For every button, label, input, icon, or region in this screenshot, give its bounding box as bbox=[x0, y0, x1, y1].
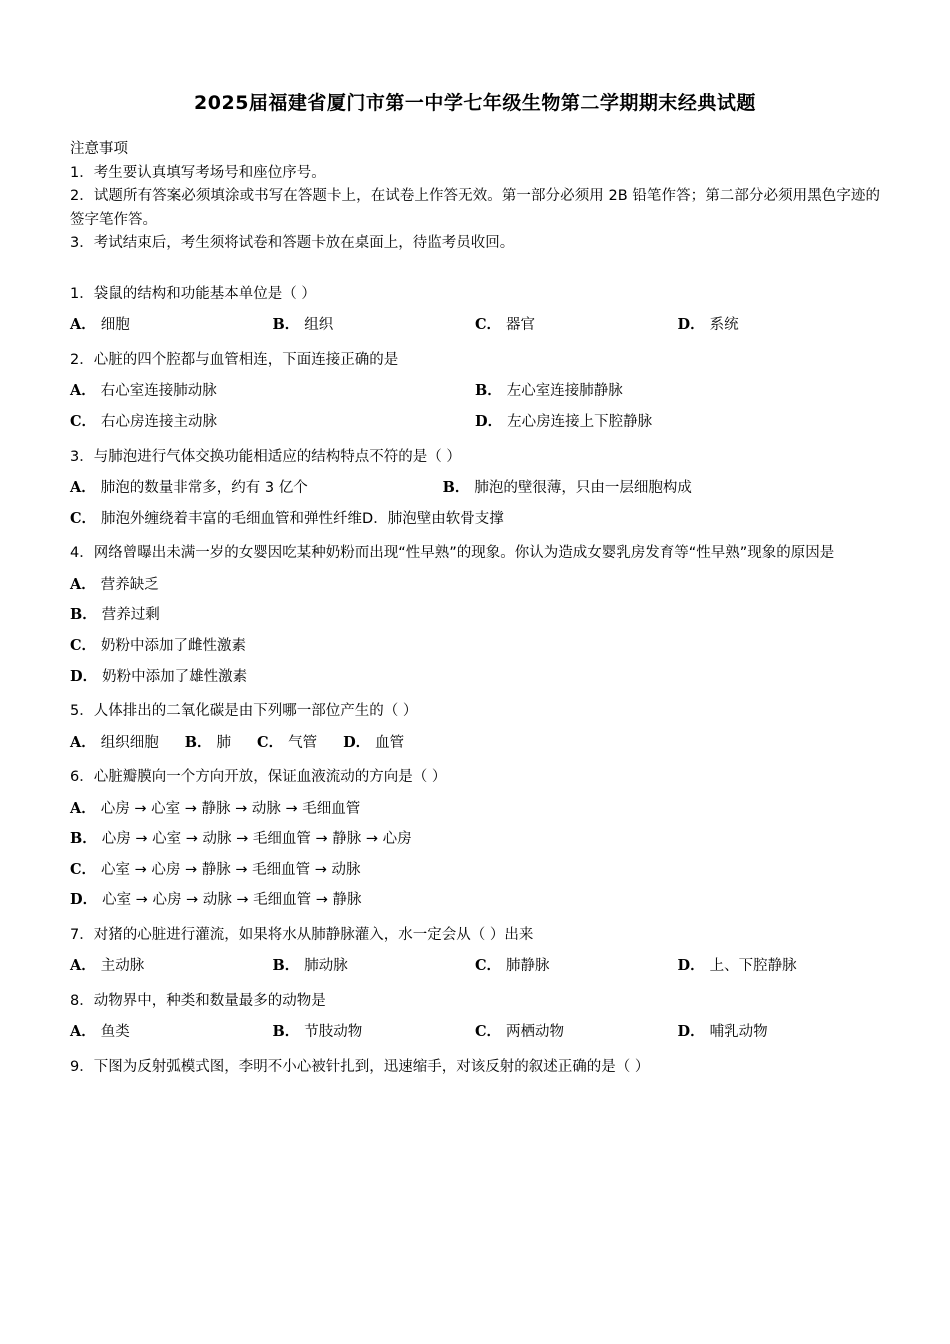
option-d-text: 上、下腔静脉 bbox=[709, 958, 797, 975]
option-c-label: C． bbox=[70, 860, 97, 878]
question-item bbox=[70, 282, 880, 338]
option-d-label: D． bbox=[343, 733, 371, 751]
question-item bbox=[70, 923, 880, 979]
question-stem: 6．心脏瓣膜向一个方向开放，保证血液流动的方向是（ ） bbox=[70, 769, 447, 786]
option-c[interactable] bbox=[70, 410, 475, 435]
option-a-text: 心房 → 心室 → 静脉 → 动脉 → 毛细血管 bbox=[100, 800, 361, 817]
option-d-text: 左心房连接上下腔静脉 bbox=[507, 413, 653, 430]
option-c[interactable] bbox=[70, 858, 880, 883]
option-c-label: C． bbox=[70, 509, 97, 527]
option-row bbox=[70, 888, 880, 913]
option-b-label: B． bbox=[272, 957, 300, 975]
option-b-text: 组织 bbox=[304, 317, 334, 334]
notice-heading: 注意事项 bbox=[70, 141, 128, 157]
question-stem: 3．与肺泡进行气体交换功能相适应的结构特点不符的是（ ） bbox=[70, 448, 461, 465]
option-a[interactable] bbox=[70, 313, 273, 338]
option-b-text: 肺泡的壁很薄，只由一层细胞构成 bbox=[474, 479, 692, 496]
option-d-label: D． bbox=[677, 1023, 705, 1041]
option-c-text: 器官 bbox=[506, 317, 536, 334]
question-item bbox=[70, 445, 880, 532]
option-b[interactable] bbox=[185, 731, 257, 756]
option-c-label: C． bbox=[257, 733, 284, 751]
question-item bbox=[70, 699, 880, 755]
option-a[interactable] bbox=[70, 954, 273, 979]
option-a-text: 肺泡的数量非常多，约有 3 亿个 bbox=[100, 479, 308, 496]
option-d[interactable] bbox=[343, 731, 430, 756]
option-a-text: 组织细胞 bbox=[100, 734, 159, 751]
option-b-text: 肺 bbox=[216, 734, 232, 751]
option-a-label: A． bbox=[70, 799, 96, 817]
question-stem: 4．网络曾曝出未满一岁的女婴因吃某种奶粉而出现“性早熟”的现象。你认为造成女婴乳房发育等“性早熟”现象的原因是 bbox=[70, 545, 835, 562]
option-row bbox=[70, 410, 880, 435]
option-a-label: A． bbox=[70, 733, 96, 751]
option-d-text: 哺乳动物 bbox=[709, 1024, 768, 1041]
option-row bbox=[70, 313, 880, 338]
option-b[interactable] bbox=[273, 1020, 476, 1045]
option-c-label: C． bbox=[475, 957, 502, 975]
option-c[interactable] bbox=[70, 507, 880, 532]
option-a[interactable] bbox=[70, 573, 880, 598]
option-d-label: D． bbox=[70, 891, 98, 909]
notice-line-3: 3．考试结束后，考生须将试卷和答题卡放在桌面上，待监考员收回。 bbox=[70, 235, 515, 252]
option-b-label: B． bbox=[184, 733, 212, 751]
question-stem: 7．对猪的心脏进行灌流，如果将水从肺静脉灌入，水一定会从（ ）出来 bbox=[70, 927, 534, 944]
option-d-label: D． bbox=[677, 957, 705, 975]
question-item bbox=[70, 765, 880, 913]
option-a[interactable] bbox=[70, 797, 880, 822]
option-c-text: 奶粉中添加了雌性激素 bbox=[101, 637, 247, 654]
option-a[interactable] bbox=[70, 379, 475, 404]
option-a-text: 主动脉 bbox=[100, 958, 145, 975]
option-row bbox=[70, 1020, 880, 1045]
option-b-text: 营养过剩 bbox=[101, 607, 160, 624]
option-c-label: C． bbox=[70, 636, 97, 654]
option-b-label: B． bbox=[272, 1023, 300, 1041]
question-item bbox=[70, 541, 880, 689]
option-a-text: 右心室连接肺动脉 bbox=[100, 383, 217, 400]
option-b-label: B． bbox=[70, 830, 97, 848]
option-b[interactable] bbox=[70, 827, 880, 852]
option-row bbox=[70, 827, 880, 852]
option-a-label: A． bbox=[70, 478, 96, 496]
option-c-text: 气管 bbox=[288, 734, 318, 751]
option-d-text: 奶粉中添加了雄性激素 bbox=[102, 668, 248, 685]
notice-section bbox=[70, 137, 880, 256]
option-b-label: B． bbox=[442, 478, 470, 496]
option-a[interactable] bbox=[70, 476, 443, 501]
option-d[interactable] bbox=[678, 1020, 881, 1045]
question-stem: 1．袋鼠的结构和功能基本单位是（ ） bbox=[70, 285, 316, 302]
option-b-text: 心房 → 心室 → 动脉 → 毛细血管 → 静脉 → 心房 bbox=[101, 831, 412, 848]
option-c-text: 右心房连接主动脉 bbox=[101, 413, 218, 430]
option-row bbox=[70, 858, 880, 883]
option-row bbox=[70, 731, 880, 756]
option-row bbox=[70, 507, 880, 532]
option-row bbox=[70, 476, 880, 501]
option-c[interactable] bbox=[475, 954, 678, 979]
option-d-label: D． bbox=[677, 316, 705, 334]
option-b-text: 肺动脉 bbox=[304, 958, 348, 975]
option-row bbox=[70, 797, 880, 822]
option-c-text: 肺泡外缠绕着丰富的毛细血管和弹性纤维D．肺泡壁由软骨支撑 bbox=[101, 510, 504, 527]
notice-line-2: 2．试题所有答案必须填涂或书写在答题卡上，在试卷上作答无效。第一部分必须用 2B 铅笔作答；第二部分必须用黑色字迹的签字笔作答。 bbox=[70, 188, 880, 228]
question-item bbox=[70, 1055, 880, 1079]
option-d-text: 心室 → 心房 → 动脉 → 毛细血管 → 静脉 bbox=[102, 892, 362, 909]
option-row bbox=[70, 665, 880, 690]
option-d[interactable] bbox=[475, 410, 880, 435]
option-b-label: B． bbox=[272, 316, 300, 334]
option-d[interactable] bbox=[70, 888, 880, 913]
option-b-text: 左心室连接肺静脉 bbox=[506, 383, 623, 400]
option-c-text: 两栖动物 bbox=[506, 1024, 565, 1041]
option-d[interactable] bbox=[678, 954, 881, 979]
question-stem: 5．人体排出的二氧化碳是由下列哪一部位产生的（ ） bbox=[70, 703, 418, 720]
option-b[interactable] bbox=[70, 603, 880, 628]
question-item bbox=[70, 989, 880, 1045]
option-c-text: 肺静脉 bbox=[506, 958, 550, 975]
option-d-text: 系统 bbox=[709, 317, 739, 334]
option-row bbox=[70, 603, 880, 628]
option-b[interactable] bbox=[475, 379, 880, 404]
option-row bbox=[70, 634, 880, 659]
page-title: 2025届福建省厦门市第一中学七年级生物第二学期期末经典试题 bbox=[194, 92, 756, 114]
option-a-label: A． bbox=[70, 382, 96, 400]
option-b[interactable] bbox=[273, 954, 476, 979]
option-d-text: 血管 bbox=[375, 734, 405, 751]
option-a-label: A． bbox=[70, 957, 96, 975]
notice-line-1: 1．考生要认真填写考场号和座位序号。 bbox=[70, 165, 326, 181]
option-b[interactable] bbox=[273, 313, 476, 338]
option-d[interactable] bbox=[678, 313, 881, 338]
option-a-label: A． bbox=[70, 316, 96, 334]
option-b-text: 节肢动物 bbox=[304, 1024, 363, 1041]
option-a-text: 鱼类 bbox=[100, 1024, 130, 1041]
option-a[interactable] bbox=[70, 731, 185, 756]
option-b-label: B． bbox=[475, 382, 502, 400]
option-c-label: C． bbox=[475, 316, 502, 334]
option-a[interactable] bbox=[70, 1020, 273, 1045]
option-b-label: B． bbox=[70, 606, 97, 624]
option-a-text: 细胞 bbox=[100, 317, 130, 334]
option-a-text: 营养缺乏 bbox=[100, 576, 159, 593]
option-c-label: C． bbox=[475, 1023, 502, 1041]
option-row bbox=[70, 954, 880, 979]
option-d[interactable] bbox=[70, 665, 880, 690]
option-d-label: D． bbox=[70, 667, 98, 685]
option-d-label: D． bbox=[475, 412, 503, 430]
option-row bbox=[70, 379, 880, 404]
question-item bbox=[70, 348, 880, 435]
option-b[interactable] bbox=[443, 476, 880, 501]
question-stem: 9．下图为反射弧模式图，李明不小心被针扎到，迅速缩手，对该反射的叙述正确的是（ ） bbox=[70, 1059, 650, 1076]
option-c-label: C． bbox=[70, 412, 97, 430]
question-stem: 8．动物界中，种类和数量最多的动物是 bbox=[70, 993, 326, 1010]
option-c[interactable] bbox=[475, 313, 678, 338]
option-a-label: A． bbox=[70, 575, 96, 593]
option-c-text: 心室 → 心房 → 静脉 → 毛细血管 → 动脉 bbox=[101, 861, 361, 878]
option-a-label: A． bbox=[70, 1023, 96, 1041]
option-c[interactable] bbox=[257, 731, 343, 756]
option-c[interactable] bbox=[475, 1020, 678, 1045]
question-stem: 2．心脏的四个腔都与血管相连，下面连接正确的是 bbox=[70, 351, 399, 368]
option-row bbox=[70, 573, 880, 598]
option-c[interactable] bbox=[70, 634, 880, 659]
